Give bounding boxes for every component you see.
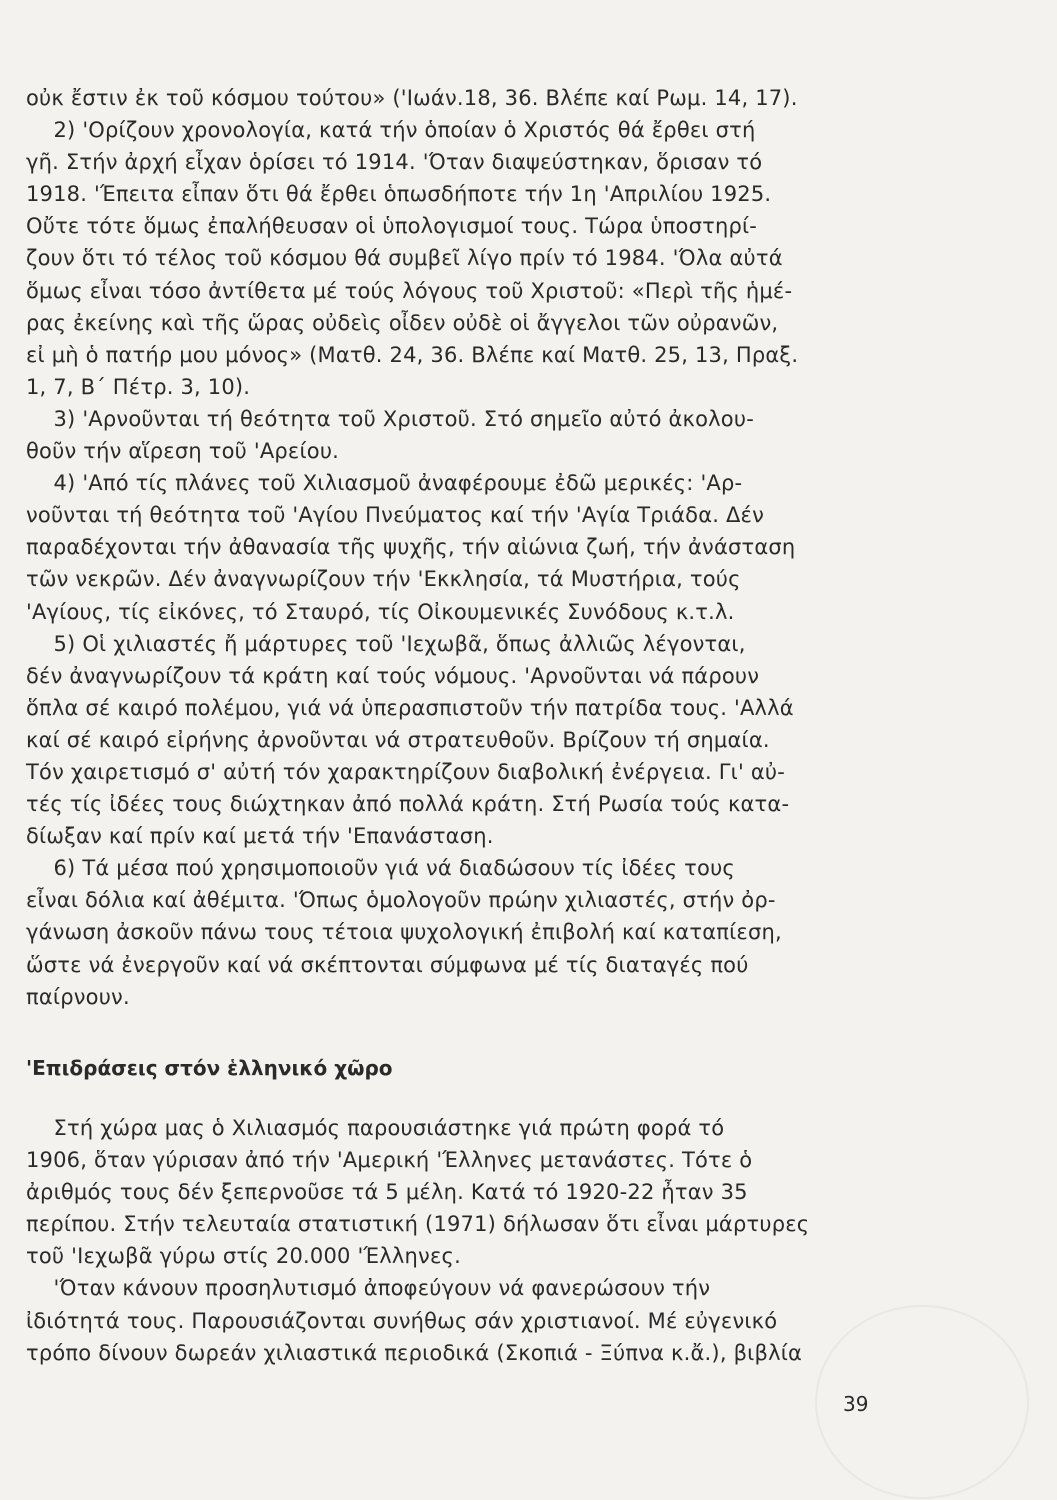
page-number: 39: [843, 1392, 869, 1416]
text-line: 'Αγίους, τίς εἰκόνες, τό Σταυρό, τίς Οἰκουμενικές Συνόδους κ.τ.λ.: [26, 599, 735, 624]
text-line: ὥστε νά ἐνεργοῦν καί νά σκέπτονται σύμφωνα μέ τίς διαταγές πού: [26, 952, 749, 977]
text-line: Τόν χαιρετισμό σ' αὐτή τόν χαρακτηρίζουν διαβολική ἐνέργεια. Γι' αὐ-: [26, 759, 786, 784]
text-line: τῶν νεκρῶν. Δέν ἀναγνωρίζουν τήν 'Εκκλησία, τά Μυστήρια, τούς: [26, 567, 741, 592]
text-line: τοῦ 'Ιεχωβᾶ γύρω στίς 20.000 'Έλληνες.: [26, 1244, 461, 1269]
text-line: Οὔτε τότε ὅμως ἐπαλήθευσαν οἱ ὑπολογισμοί τους. Τώρα ὑποστηρί-: [26, 214, 758, 239]
text-line: 4) 'Από τίς πλάνες τοῦ Χιλιασμοῦ ἀναφέρουμε ἐδῶ μερικές: 'Αρ-: [26, 471, 743, 496]
text-line: 1906, ὅταν γύρισαν ἀπό τήν 'Αμερική 'Έλληνες μετανάστες. Τότε ὁ: [26, 1148, 753, 1173]
text-line: ὅπλα σέ καιρό πολέμου, γιά νά ὑπερασπιστοῦν τήν πατρίδα τους. 'Αλλά: [26, 695, 794, 720]
text-line: γῆ. Στήν ἀρχή εἶχαν ὁρίσει τό 1914. 'Όταν διαψεύστηκαν, ὅρισαν τό: [26, 150, 763, 175]
text-line: παραδέχονται τήν ἀθανασία τῆς ψυχῆς, τήν αἰώνια ζωή, τήν ἀνάσταση: [26, 535, 796, 560]
text-line: εἶναι δόλια καί ἀθέμιτα. 'Όπως ὁμολογοῦν πρώην χιλιαστές, στήν ὀρ-: [26, 888, 776, 913]
text-line: δίωξαν καί πρίν καί μετά τήν 'Επανάσταση.: [26, 824, 494, 849]
text-line: ρας ἐκείνης καὶ τῆς ὥρας οὐδεὶς οἶδεν οὐδὲ οἱ ἄγγελοι τῶν οὐρανῶν,: [26, 310, 779, 335]
text-line: εἰ μὴ ὁ πατήρ μου μόνος» (Ματθ. 24, 36. Βλέπε καί Ματθ. 25, 13, Πραξ.: [26, 342, 799, 367]
text-line: τρόπο δίνουν δωρεάν χιλιαστικά περιοδικά (Σκοπιά - Ξύπνα κ.ἄ.), βιβλία: [26, 1340, 803, 1365]
text-line: δέν ἀναγνωρίζουν τά κράτη καί τούς νόμους. 'Αρνοῦνται νά πάρουν: [26, 663, 760, 688]
text-line: γάνωση ἀσκοῦν πάνω τους τέτοια ψυχολογική ἐπιβολή καί καταπίεση,: [26, 920, 782, 945]
text-line: 3) 'Αρνοῦνται τή θεότητα τοῦ Χριστοῦ. Στό σημεῖο αὐτό ἀκολου-: [26, 406, 754, 431]
text-line: 2) 'Ορίζουν χρονολογία, κατά τήν ὁποίαν ὁ Χριστός θά ἔρθει στή: [26, 118, 756, 143]
text-line: 'Όταν κάνουν προσηλυτισμό ἀποφεύγουν νά φανερώσουν τήν: [26, 1276, 711, 1301]
main-text-section: [26, 82, 874, 1013]
text-line: καί σέ καιρό εἰρήνης ἀρνοῦνται νά στρατευθοῦν. Βρίζουν τή σημαία.: [26, 727, 770, 752]
text-line: ὅμως εἶναι τόσο ἀντίθετα μέ τούς λόγους τοῦ Χριστοῦ: «Περὶ τῆς ἡμέ-: [26, 278, 793, 303]
text-line: 1918. 'Έπειτα εἶπαν ὅτι θά ἔρθει ὁπωσδήποτε τήν 1η 'Απριλίου 1925.: [26, 182, 772, 207]
text-line: ἀριθμός τους δέν ξεπερνοῦσε τά 5 μέλη. Κατά τό 1920-22 ἦταν 35: [26, 1180, 748, 1205]
text-line: τές τίς ἰδέες τους διώχτηκαν ἀπό πολλά κράτη. Στή Ρωσία τούς κατα-: [26, 792, 790, 817]
influence-text-section: [26, 1112, 874, 1369]
text-line: 5) Οἱ χιλιαστές ἤ μάρτυρες τοῦ 'Ιεχωβᾶ, ὅπως ἀλλιῶς λέγονται,: [26, 631, 746, 656]
text-line: ἰδιότητά τους. Παρουσιάζονται συνήθως σάν χριστιανοί. Μέ εὐγενικό: [26, 1308, 778, 1333]
section-heading: 'Επιδράσεις στόν ἑλληνικό χῶρο: [26, 1056, 393, 1080]
text-line: νοῦνται τή θεότητα τοῦ 'Αγίου Πνεύματος καί τήν 'Αγία Τριάδα. Δέν: [26, 503, 765, 528]
text-line: περίπου. Στήν τελευταία στατιστική (1971) δήλωσαν ὅτι εἶναι μάρτυρες: [26, 1212, 810, 1237]
text-line: 6) Τά μέσα πού χρησιμοποιοῦν γιά νά διαδώσουν τίς ἰδέες τους: [26, 856, 735, 881]
text-line: Στή χώρα μας ὁ Χιλιασμός παρουσιάστηκε γιά πρώτη φορά τό: [26, 1116, 725, 1140]
text-line: θοῦν τήν αἵρεση τοῦ 'Αρείου.: [26, 439, 340, 464]
text-line: οὐκ ἔστιν ἐκ τοῦ κόσμου τούτου» ('Ιωάν.18, 36. Βλέπε καί Ρωμ. 14, 17).: [26, 86, 798, 110]
text-line: 1, 7, Β΄ Πέτρ. 3, 10).: [26, 374, 251, 399]
text-line: παίρνουν.: [26, 984, 130, 1009]
text-line: ζουν ὅτι τό τέλος τοῦ κόσμου θά συμβεῖ λίγο πρίν τό 1984. 'Όλα αὐτά: [26, 246, 783, 271]
